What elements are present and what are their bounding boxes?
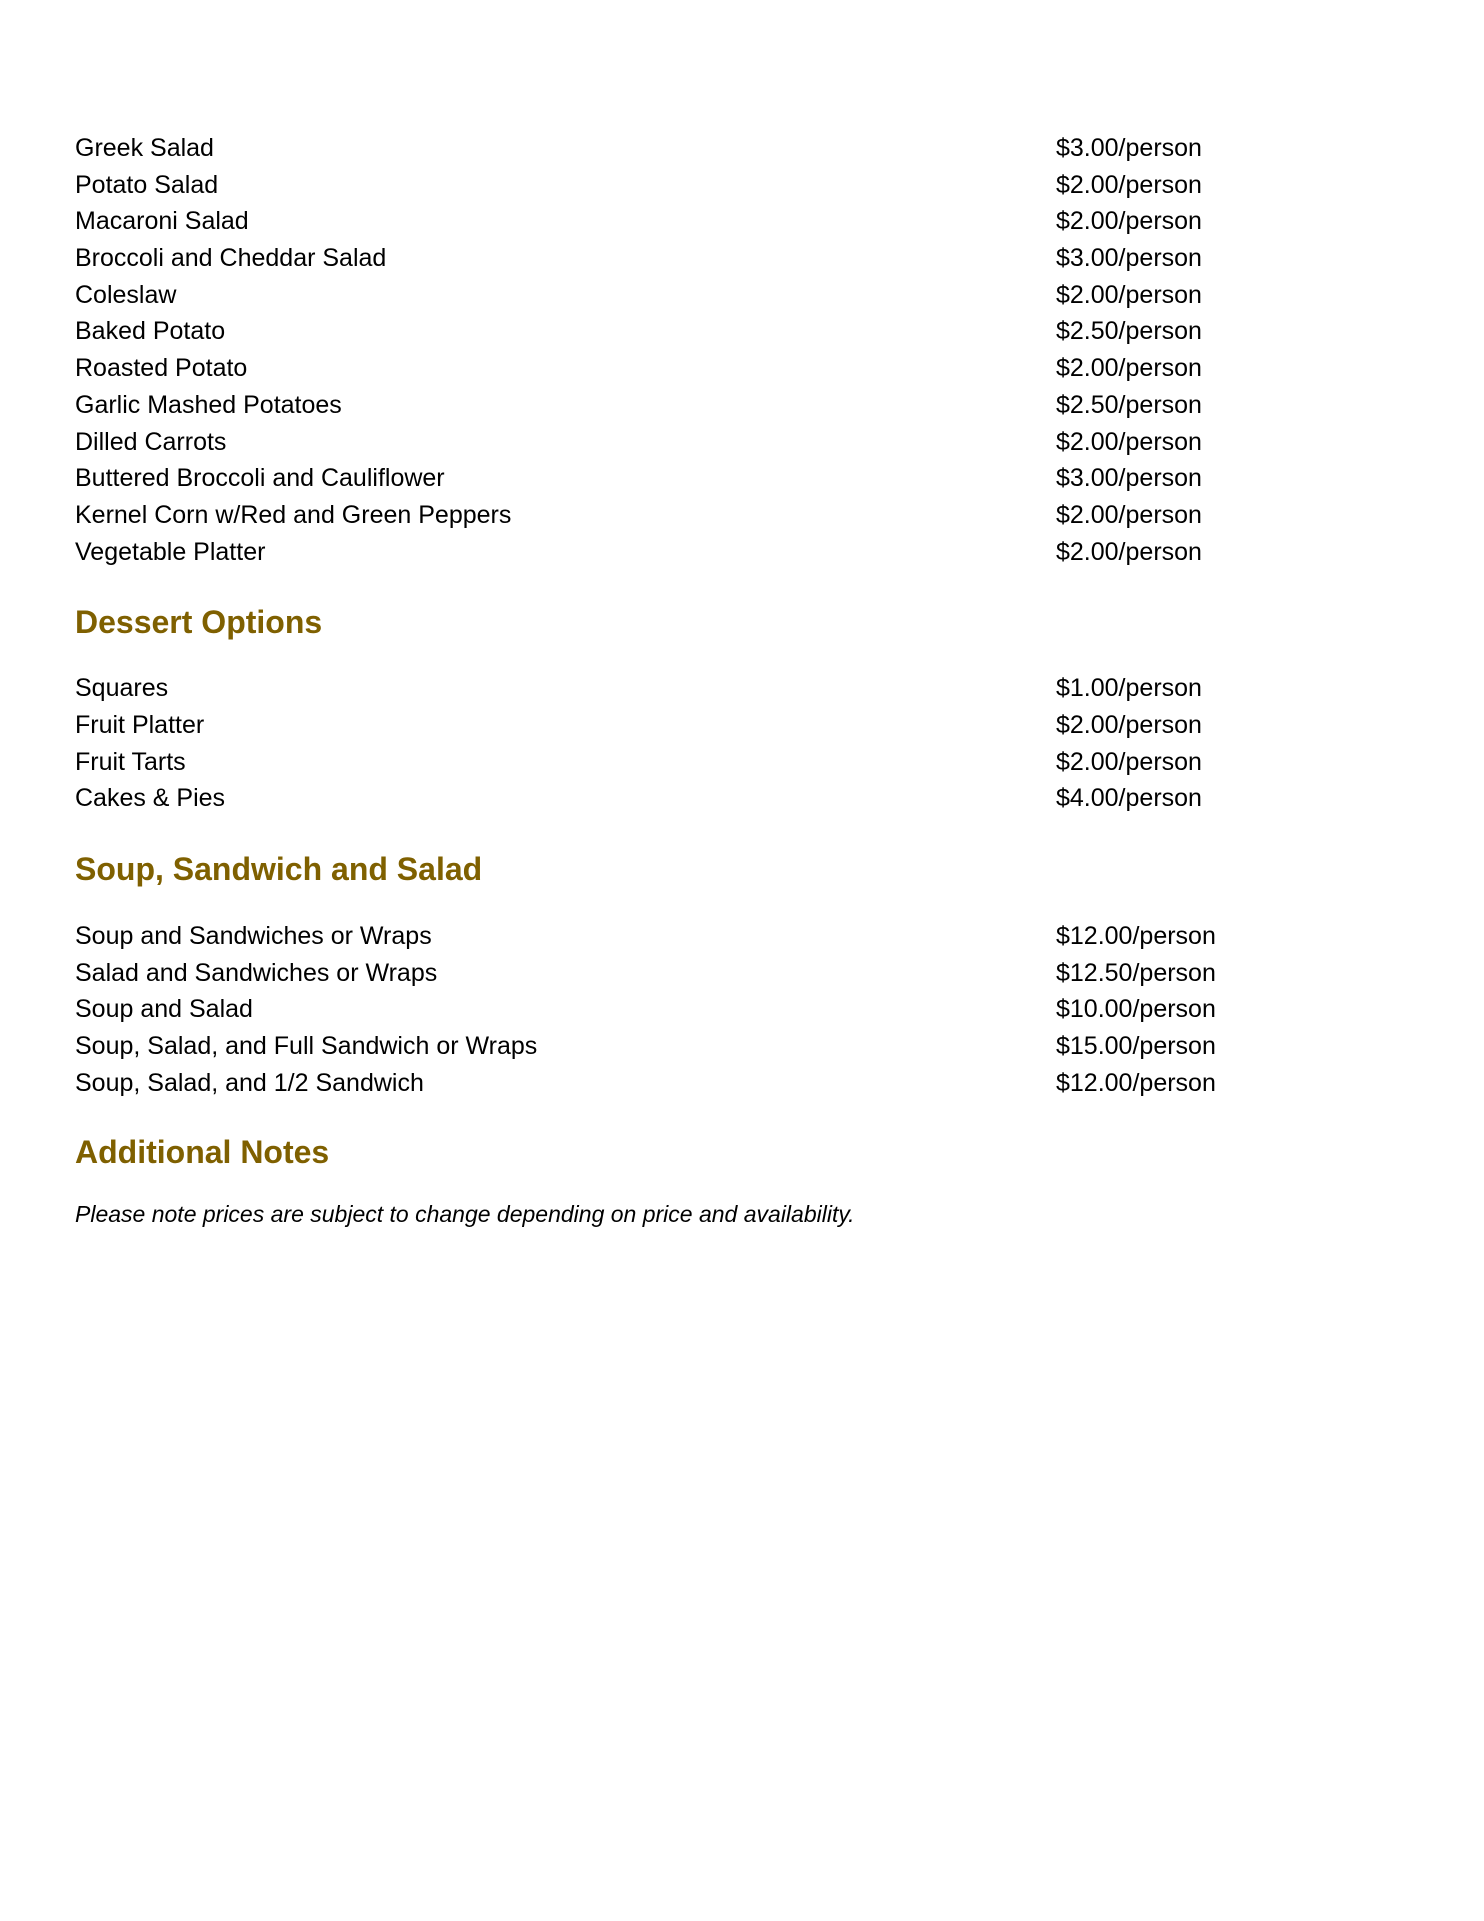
item-name: Garlic Mashed Potatoes <box>75 390 342 419</box>
item-name: Dilled Carrots <box>75 427 227 456</box>
item-name: Vegetable Platter <box>75 537 266 566</box>
item-name: Roasted Potato <box>75 354 248 383</box>
list-item <box>75 744 1235 781</box>
item-name: Buttered Broccoli and Cauliflower <box>75 464 445 493</box>
list-item <box>75 313 1235 350</box>
item-name: Soup and Salad <box>75 995 253 1024</box>
list-item <box>75 167 1235 204</box>
item-name: Soup, Salad, and 1/2 Sandwich <box>75 1068 424 1097</box>
item-name: Potato Salad <box>75 170 219 199</box>
item-price: $12.00/person <box>1056 1068 1216 1097</box>
list-item <box>75 534 1235 571</box>
soup-sandwich-salad-heading: Soup, Sandwich and Salad <box>75 851 483 887</box>
item-name: Cakes & Pies <box>75 784 226 813</box>
soup-sandwich-salad-list <box>75 918 1235 1101</box>
item-name: Soup, Salad, and Full Sandwich or Wraps <box>75 1032 538 1061</box>
item-name: Coleslaw <box>75 280 177 309</box>
list-item <box>75 424 1235 461</box>
item-name: Salad and Sandwiches or Wraps <box>75 958 438 987</box>
sides-list <box>75 130 1235 570</box>
dessert-heading: Dessert Options <box>75 604 323 641</box>
item-price: $1.00/person <box>1056 674 1202 703</box>
item-name: Soup and Sandwiches or Wraps <box>75 922 432 950</box>
list-item <box>75 707 1235 744</box>
list-item <box>75 1065 1235 1102</box>
item-price: $2.00/person <box>1056 170 1202 199</box>
price-disclaimer-note: Please note prices are subject to change depending on price and availability. <box>75 1201 855 1228</box>
item-price: $3.00/person <box>1056 134 1202 162</box>
item-price: $2.00/person <box>1056 500 1202 529</box>
item-price: $10.00/person <box>1056 995 1216 1024</box>
item-price: $2.00/person <box>1056 354 1202 383</box>
item-price: $15.00/person <box>1056 1032 1216 1061</box>
list-item <box>75 1028 1235 1065</box>
menu-page <box>75 130 1235 1230</box>
item-name: Broccoli and Cheddar Salad <box>75 244 387 273</box>
item-name: Fruit Tarts <box>75 747 186 776</box>
list-item <box>75 387 1235 424</box>
item-price: $4.00/person <box>1056 784 1202 813</box>
item-price: $3.00/person <box>1056 464 1202 493</box>
dessert-list <box>75 670 1235 817</box>
list-item <box>75 460 1235 497</box>
item-name: Macaroni Salad <box>75 207 249 236</box>
list-item <box>75 130 1235 167</box>
list-item <box>75 277 1235 314</box>
item-price: $2.00/person <box>1056 427 1202 456</box>
list-item <box>75 350 1235 387</box>
list-item <box>75 240 1235 277</box>
item-price: $2.00/person <box>1056 747 1202 776</box>
item-name: Fruit Platter <box>75 710 205 739</box>
item-name: Kernel Corn w/Red and Green Peppers <box>75 500 512 529</box>
item-price: $2.00/person <box>1056 280 1202 309</box>
list-item <box>75 918 1235 955</box>
list-item <box>75 670 1235 707</box>
item-price: $2.00/person <box>1056 710 1202 739</box>
item-price: $2.00/person <box>1056 537 1202 566</box>
list-item <box>75 203 1235 240</box>
additional-notes-heading: Additional Notes <box>75 1134 330 1171</box>
item-price: $2.50/person <box>1056 390 1202 419</box>
list-item <box>75 991 1235 1028</box>
item-price: $12.00/person <box>1056 922 1216 950</box>
item-price: $12.50/person <box>1056 958 1216 987</box>
item-name: Greek Salad <box>75 134 214 162</box>
item-price: $2.50/person <box>1056 317 1202 346</box>
item-price: $3.00/person <box>1056 244 1202 273</box>
item-name: Squares <box>75 674 169 703</box>
item-price: $2.00/person <box>1056 207 1202 236</box>
list-item <box>75 780 1235 817</box>
item-name: Baked Potato <box>75 317 226 346</box>
list-item <box>75 497 1235 534</box>
list-item <box>75 955 1235 992</box>
